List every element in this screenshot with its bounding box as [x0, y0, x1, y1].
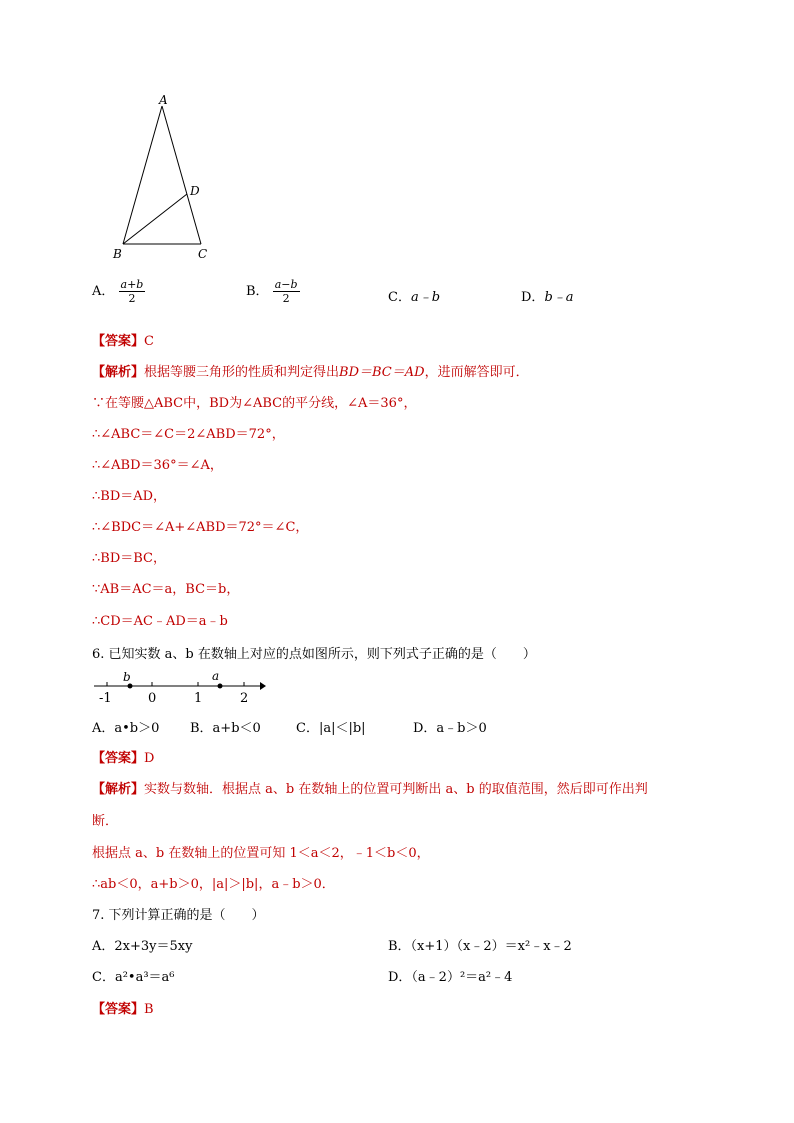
answer-tag: 【答案】 — [92, 751, 145, 766]
q5-option-b — [246, 278, 300, 305]
option-b-denominator: 2 — [282, 292, 290, 305]
q6-analysis-line-3: 根据点 a、b 在数轴上的位置可知 1＜a＜2，﹣1＜b＜0， — [92, 846, 430, 861]
point-a-label: a — [212, 669, 220, 683]
q5-option-a — [92, 278, 145, 305]
option-a-fraction — [119, 278, 146, 305]
q5-analysis-line-3: ∴∠ABD＝36°＝∠A， — [92, 458, 223, 473]
side-ab — [123, 106, 162, 244]
vertex-label-c: C — [198, 247, 208, 261]
vertex-label-a: A — [159, 93, 168, 107]
q7-option-c: C．a²•a³＝a⁶ — [92, 970, 175, 985]
q6-analysis-line-4: ∴ab＜0，a+b＞0，|a|＞|b|，a﹣b＞0． — [92, 877, 335, 892]
analysis-intro-end: ，进而解答即可． — [424, 365, 529, 380]
analysis-tag: 【解析】 — [92, 365, 145, 380]
q5-analysis-line-8: ∴CD＝AC﹣AD＝a﹣b — [92, 614, 228, 629]
answer-tag: 【答案】 — [92, 1002, 145, 1017]
q5-option-d — [521, 286, 574, 305]
axis-arrow — [260, 682, 266, 690]
analysis-text: 实数与数轴．根据点 a、b 在数轴上的位置可判断出 a、b 的取值范围，然后即可作出判 — [144, 782, 648, 797]
q5-analysis-line-5: ∴∠BDC＝∠A+∠ABD＝72°＝∠C， — [92, 520, 309, 535]
q7-option-b: B．（x+1）（x﹣2）＝x²﹣x﹣2 — [388, 939, 572, 954]
number-line — [90, 666, 270, 706]
q7-stem: 7. 下列计算正确的是（ ） — [92, 908, 265, 923]
analysis-intro-expr: BD＝BC＝AD — [339, 365, 425, 380]
answer-value: D — [144, 751, 155, 766]
segment-bd — [123, 194, 187, 244]
q5-analysis-line-4: ∴BD＝AD， — [92, 489, 167, 504]
analysis-intro-text: 根据等腰三角形的性质和判定得出 — [144, 365, 340, 380]
q6-stem: 6. 已知实数 a、b 在数轴上对应的点如图所示，则下列式子正确的是（ ） — [92, 647, 536, 662]
q5-analysis-line-7: ∵AB＝AC＝a，BC＝b， — [92, 582, 240, 597]
side-ac — [162, 106, 201, 244]
point-label-d: D — [190, 184, 200, 198]
q5-analysis-intro — [92, 361, 529, 380]
option-a-numerator: a+b — [120, 278, 144, 291]
tick-label-0: 0 — [148, 691, 157, 706]
option-d-text: b﹣a — [544, 290, 574, 305]
q6-option-a: A．a•b＞0 — [92, 721, 160, 736]
triangle-figure — [100, 88, 230, 268]
answer-value: C — [144, 334, 154, 349]
q6-option-c: C．|a|＜|b| — [296, 721, 366, 736]
point-b-dot — [128, 684, 133, 689]
option-d-label: D． — [521, 290, 545, 305]
q7-option-a: A．2x+3y＝5xy — [92, 939, 193, 954]
q6-option-d: D．a﹣b＞0 — [413, 721, 487, 736]
tick-label-2: 2 — [240, 691, 249, 706]
vertex-label-b: B — [113, 247, 122, 261]
option-c-text: a﹣b — [410, 290, 441, 305]
q6-analysis-line-1 — [92, 778, 648, 797]
option-a-label: A． — [92, 284, 115, 299]
q5-answer — [92, 330, 154, 349]
option-a-denominator: 2 — [128, 292, 136, 305]
q6-analysis-line-2: 断． — [92, 814, 119, 829]
q5-option-c — [388, 286, 440, 305]
option-b-numerator: a−b — [274, 278, 298, 291]
q5-analysis-line-2: ∴∠ABC＝∠C＝2∠ABD＝72°， — [92, 427, 285, 442]
option-b-label: B． — [246, 284, 269, 299]
point-a-dot — [218, 684, 223, 689]
option-b-fraction — [273, 278, 300, 305]
option-c-label: C． — [388, 290, 411, 305]
tick-label-1: 1 — [194, 691, 203, 706]
answer-value: B — [144, 1002, 154, 1017]
q7-option-d: D．（a﹣2）²＝a²﹣4 — [388, 970, 513, 985]
q6-answer — [92, 747, 154, 766]
answer-tag: 【答案】 — [92, 334, 145, 349]
q7-answer — [92, 998, 154, 1017]
point-b-label: b — [123, 670, 131, 684]
analysis-tag: 【解析】 — [92, 782, 145, 797]
q5-analysis-line-1: ∵在等腰△ABC中，BD为∠ABC的平分线，∠A＝36°， — [92, 396, 417, 411]
q5-analysis-line-6: ∴BD＝BC， — [92, 551, 166, 566]
tick-label-minus-1: -1 — [99, 691, 112, 706]
q6-option-b: B．a+b＜0 — [190, 721, 261, 736]
